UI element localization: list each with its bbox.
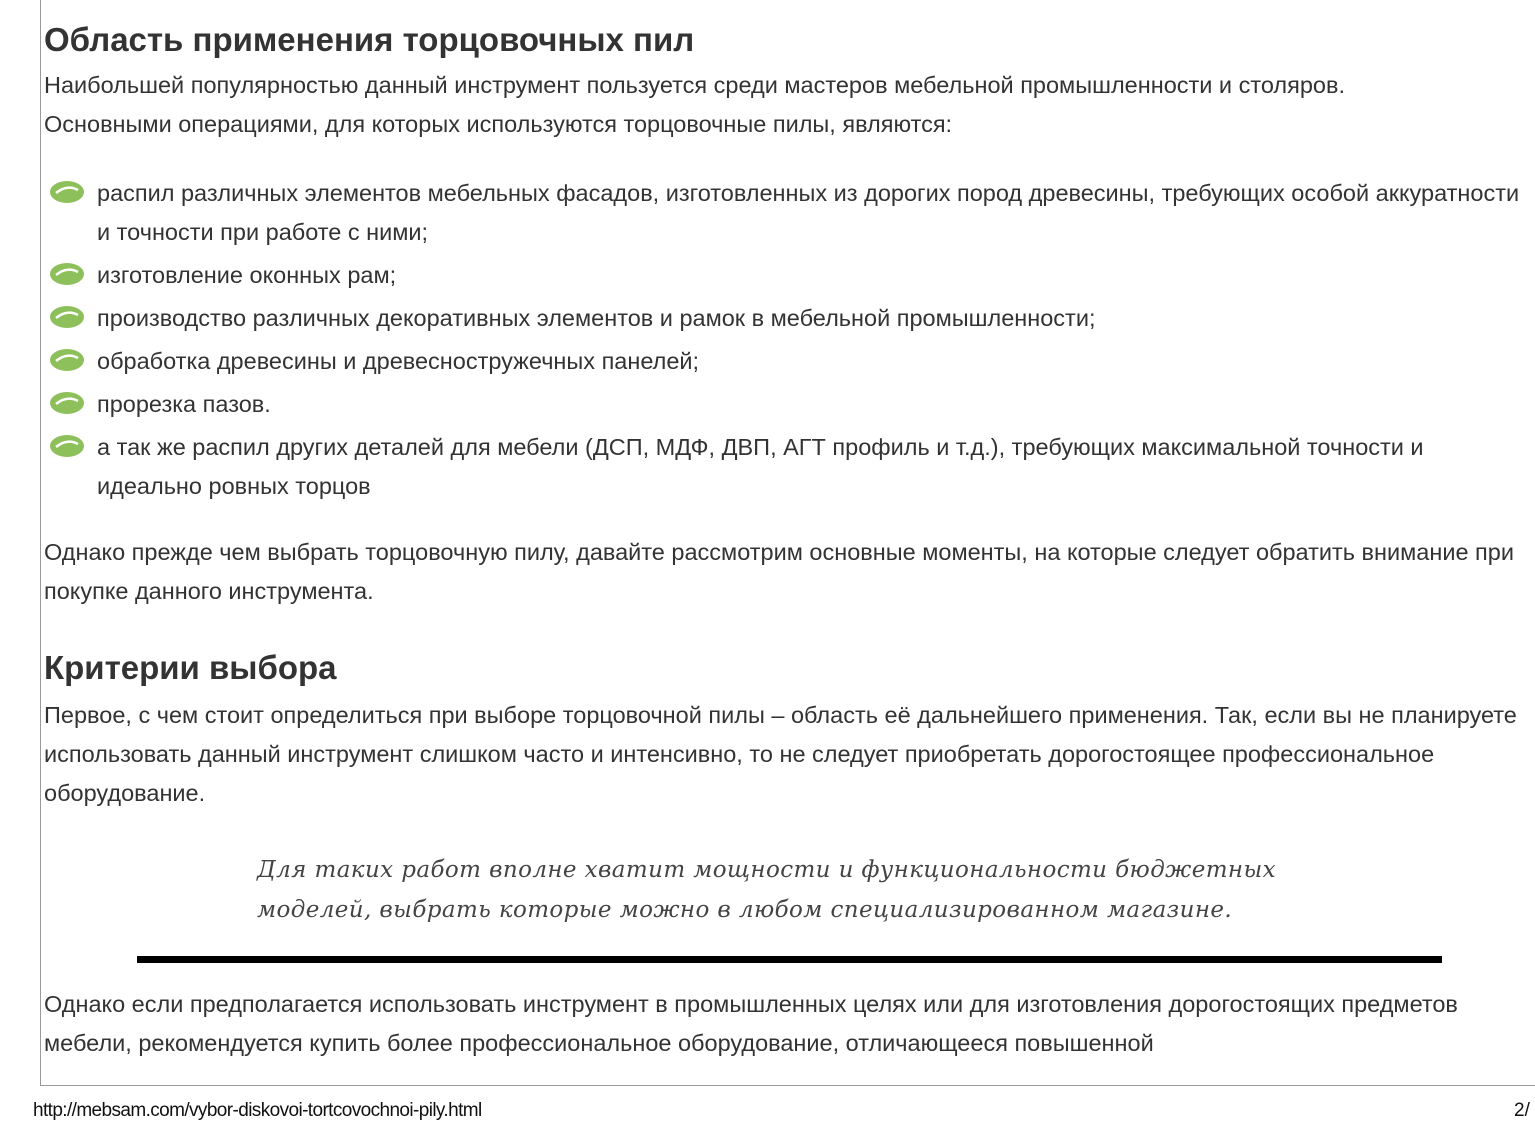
green-leaf-bullet-icon <box>47 260 87 286</box>
horizontal-rule <box>137 956 1442 963</box>
green-leaf-bullet-icon <box>47 346 87 372</box>
section-heading-application: Область применения торцовочных пил <box>44 21 695 58</box>
list-item-text: обработка древесины и древесностружечных панелей; <box>97 348 700 374</box>
criteria-paragraph: Первое, с чем стоит определиться при выборе торцовочной пилы – область её дальнейшего применения. Так, если вы не планируете использовать данный инструмент слишком часто и интенсивно, то не следует приобретать дорогостоящее профессиональное оборудование. <box>44 702 1517 806</box>
page-number: 2/ <box>1514 1100 1530 1121</box>
green-leaf-bullet-icon <box>47 178 87 204</box>
list-item <box>41 342 1527 381</box>
section-heading-criteria: Критерии выбора <box>44 649 337 686</box>
list-item-text: распил различных элементов мебельных фасадов, изготовленных из дорогих пород древесины, требующих особой аккуратности и точности при работе с ними; <box>97 180 1520 245</box>
list-item-text: а так же распил других деталей для мебели (ДСП, МДФ, ДВП, АГТ профиль и т.д.), требующих максимальной точности и идеально ровных торцов <box>97 434 1424 499</box>
list-item <box>41 385 1527 424</box>
pull-quote: Для таких работ вполне хватит мощности и функциональности бюджетных моделей, выбрать которые можно в любом специализированном магазине. <box>257 857 1276 923</box>
list-item <box>41 299 1527 338</box>
list-item <box>41 428 1527 506</box>
list-item-text: изготовление оконных рам; <box>97 262 397 288</box>
intro-paragraph: Наибольшей популярностью данный инструмент пользуется среди мастеров мебельной промышленности и столяров. <box>44 72 1345 98</box>
operations-list <box>41 174 1531 510</box>
green-leaf-bullet-icon <box>47 432 87 458</box>
green-leaf-bullet-icon <box>47 389 87 415</box>
document-page <box>40 0 1535 1086</box>
list-item-text: прорезка пазов. <box>97 391 271 417</box>
list-item <box>41 174 1527 252</box>
green-leaf-bullet-icon <box>47 303 87 329</box>
list-item-text: производство различных декоративных элементов и рамок в мебельной промышленности; <box>97 305 1096 331</box>
closing-paragraph: Однако если предполагается использовать инструмент в промышленных целях или для изготовления дорогостоящих предметов мебели, рекомендуется купить более профессиональное оборудование, отличающееся повышенной <box>44 991 1458 1056</box>
intro-list-lead: Основными операциями, для которых используются торцовочные пилы, являются: <box>44 111 953 137</box>
footer-url: http://mebsam.com/vybor-diskovoi-tortcovochnoi-pily.html <box>33 1100 482 1121</box>
list-item <box>41 256 1527 295</box>
after-list-paragraph: Однако прежде чем выбрать торцовочную пилу, давайте рассмотрим основные моменты, на которые следует обратить внимание при покупке данного инструмента. <box>44 539 1514 604</box>
